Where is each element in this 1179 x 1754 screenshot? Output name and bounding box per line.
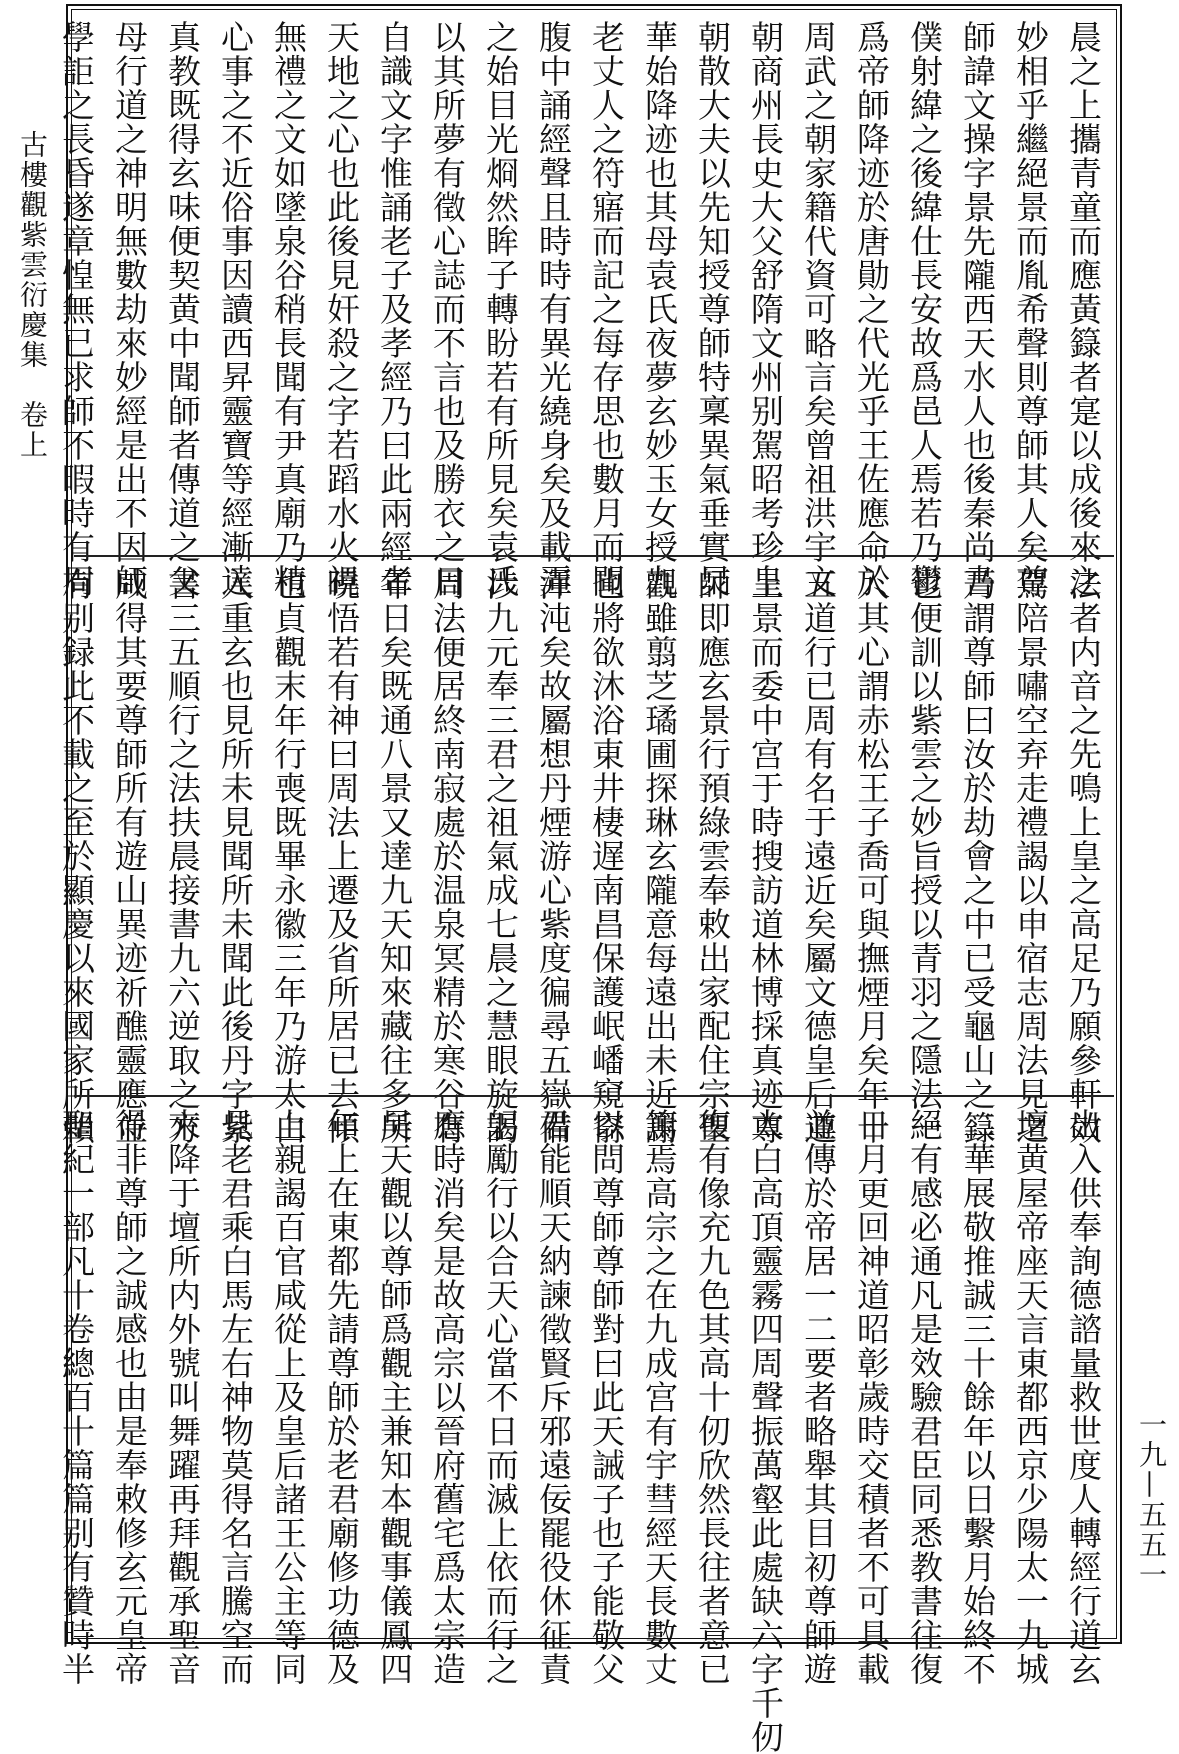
text-column: 僕射緯之後緯仕長安故爲邑人焉若乃鬱 [905,20,944,598]
text-column: 學詎之長昏遂章惶無已求師不暇時有周 [57,20,96,598]
text-column: 渾沌矣故屬想丹煙游心紫度徧尋五嶽備 [534,567,573,1145]
text-column: 日月更回神道昭彰歲時交積者不可具載 [852,1108,891,1686]
text-column: 二華展敬推誠三十餘年以日繫月始終不 [958,1108,997,1686]
text-column: 有别録此不載之至於顯慶以來國家所賴 [57,567,96,1145]
text-column: 無禮之文如墜泉谷稍長聞有尹真廟乃精 [269,20,308,598]
text-column: 並傳於帝居一二要者略舉其目初尊師遊 [799,1108,838,1686]
text-column: 天地之心也此後見奸殺之字若蹈水火視 [322,20,361,598]
text-column: 得非尊師之誠感也由是奉敕修玄元皇帝 [110,1108,149,1686]
text-column: 也將欲沐浴東井棲遅南昌保護岷嶓窺窬 [587,567,626,1145]
text-column: 年日矣既通八景又達九天知來藏往多所 [375,567,414,1145]
text-band-middle [57,553,1120,1145]
text-column: 妙相乎繼絕景而胤希聲則尊師其人矣尊 [1011,20,1050,598]
text-column: 心事之不近俗事因讀西昇靈寶等經漸達 [216,20,255,598]
text-column: 老丈人之符寤而記之每存思也數月而聞 [587,20,626,598]
text-column: 應時消矣是故高宗以晉府舊宅爲太宗造 [428,1108,467,1686]
text-column: 復有像充九色其高十仞欣然長往者意已 [693,1108,732,1686]
text-column: 君能順天納諫徵賢斥邪遠佞罷役休征責 [534,1108,573,1686]
text-column: 也貞觀末年行喪既畢永徽三年乃游太白 [269,567,308,1145]
text-column: 篤焉高宗之在九成宫有宇彗經天長數丈 [640,1108,679,1686]
text-columns [57,1108,1110,1754]
text-column: 曉悟若有神曰周法上遷及省所居已去傾 [322,567,361,1145]
text-column: 入重玄也見所未見聞所未聞此後丹字紫 [216,567,255,1145]
text-column: 絕有感必通凡是效驗君臣同悉教書往復 [905,1108,944,1686]
text-column: 爲帝師降迹於唐勛之代光乎王佐應命於 [852,20,891,598]
text-column: 上親謁百官咸從上及皇后諸王公主等同 [269,1108,308,1686]
text-band-lower [57,1094,1120,1754]
text-column: 乃謂尊師曰汝於劫會之中已受龜山之籙 [958,567,997,1145]
text-column: 真教既得玄味便契黄中聞師者傳道之父 [163,20,202,598]
text-column: 入其心謂赤松王子喬可與撫煙月矣年十 [852,567,891,1145]
text-column: 來降于壇所内外號叫舞躍再拜觀承聖音 [163,1108,202,1686]
text-columns [57,20,1110,598]
text-columns [57,567,1110,1145]
text-column: 師諱文操字景先隴西天水人也後秦尚書 [958,20,997,598]
text-column: 華始降迹也其母袁氏夜夢玄妙玉女授九 [640,20,679,598]
text-column: 五道行已周有名于遠近矣屬文德皇后遵 [799,567,838,1145]
text-column: 以其所夢有徵心誌而不言也及勝衣之日 [428,20,467,598]
page-number-margin: 一九—五五一 [1135,1410,1168,1590]
text-column: 書三五順行之法扶晨接書九六逆取之方 [163,567,202,1145]
text-column: 見老君乘白馬左右神物莫得名言騰空而 [216,1108,255,1686]
text-column: 自識文字惟誦老子及孝經乃曰此兩經者 [375,20,414,598]
text-column: 年上在東都先請尊師於老君廟修功德及 [322,1108,361,1686]
text-column: 昊天觀以尊師爲觀主兼知本觀事儀鳳四 [375,1108,414,1686]
text-column: 以問尊師尊師對曰此天誡子也子能敬父 [587,1108,626,1686]
text-column: 周法便居終南寂處於温泉冥精於寒谷有 [428,567,467,1145]
text-column: 上景而委中宫于時搜訪道林博採真迹尊 [746,567,785,1145]
text-column: 師即應玄景行預綠雲奉敕出家配住宗聖 [693,567,732,1145]
text-column: 朝商州長史大父舒隋文州别駕昭考珍皇 [746,20,785,598]
text-column: 涉九元奉三君之祖氣成七晨之慧眼旋謁 [481,567,520,1145]
text-column: 出入供奉詢德諮量救世度人轉經行道玄 [1064,1108,1103,1686]
text-column: 腹中誦經聲且時時有異光繞身矣及載弄 [534,20,573,598]
text-column: 咸得其要尊師所有遊山異迹祈醮靈應並 [110,567,149,1145]
page-frame [57,4,1122,1754]
text-column: 駕陪景嘯空弃走禮謁以申宿志周法見之 [1011,567,1050,1145]
text-column: 朝散大夫以先知授尊師特稟異氣垂實炅 [693,20,732,598]
text-column: 也便訓以紫雲之妙旨授以青羽之隱法一 [905,567,944,1145]
text-column: 太白高頂靈霧四周聲振萬壑此處缺六字千仞 [746,1108,785,1754]
book-title-margin: 古樓觀紫雲衍慶集 卷上 [16,130,49,460]
text-column: 法者内音之先鳴上皇之高足乃願參軒效 [1064,567,1103,1145]
text-column: 母行道之神明無數劫來妙經是出不因師 [110,20,149,598]
text-column: 觀雖翦芝璚圃探琳玄隴意每遠出未近謝 [640,567,679,1145]
text-column: 躬勵行以合天心當不日而滅上依而行之 [481,1108,520,1686]
text-column: 之始目光烱然眸子轉盼若有所見矣袁氏 [481,20,520,598]
text-band-upper [57,6,1120,598]
text-column: 壇黄屋帝座天言東都西京少陽太一九城 [1011,1108,1050,1686]
text-column: 聖紀一部凡十卷總百十篇篇别有贊時半 [57,1108,96,1686]
text-column: 晨之上攜青童而應黃籙者寔以成後來之 [1064,20,1103,598]
text-column: 周武之朝家籍代資可略言矣曾祖洪宇文 [799,20,838,598]
